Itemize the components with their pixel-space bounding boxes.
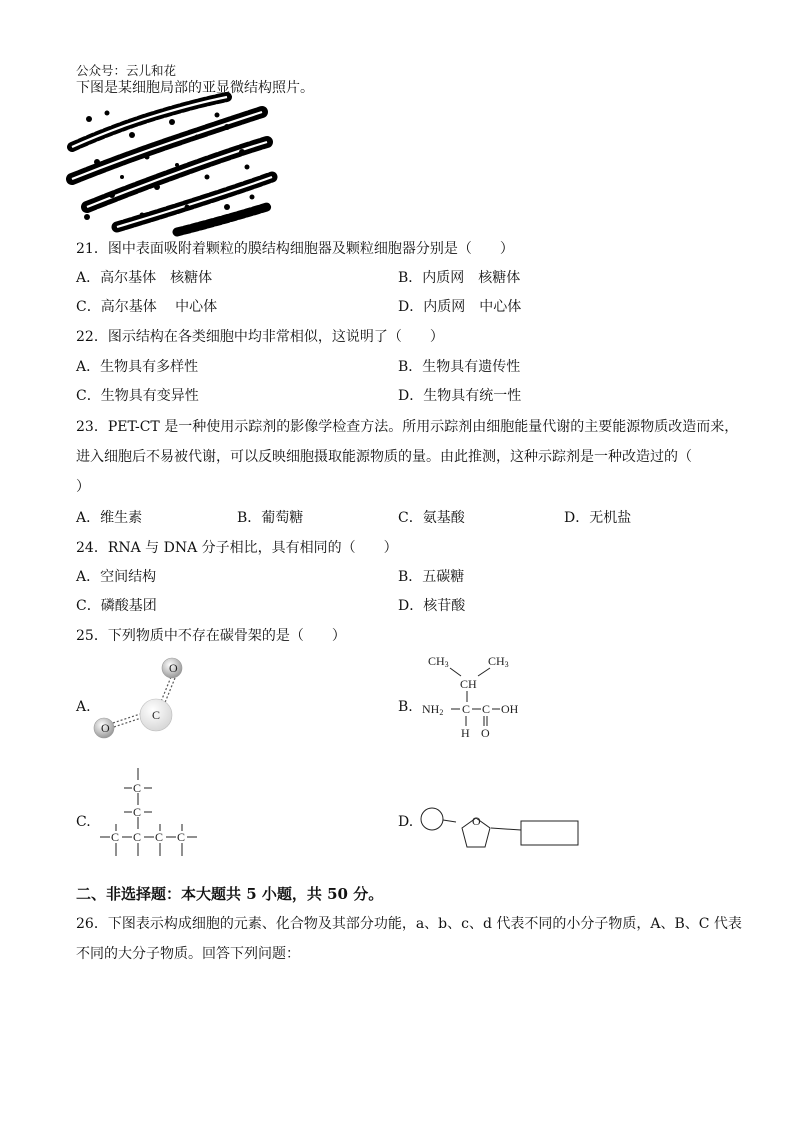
- q23-line-3: ）: [76, 479, 90, 495]
- chain-c-6: C: [177, 830, 186, 844]
- co2-o-left: O: [101, 721, 110, 735]
- carbon-chain-structure: [98, 768, 198, 860]
- co2-o-top: O: [169, 661, 178, 675]
- q21-option-b[interactable]: B．内质网 核糖体: [398, 270, 521, 286]
- q21-option-a[interactable]: A．高尔基体 核糖体: [76, 270, 213, 286]
- q25-option-c-label[interactable]: C.: [76, 814, 91, 830]
- aa-ch3-right: CH3: [488, 654, 509, 669]
- aa-ch3-left: CH3: [428, 654, 449, 669]
- chain-c-1: C: [133, 781, 142, 795]
- q21-option-d[interactable]: D．内质网 中心体: [398, 299, 522, 315]
- q26-line-2: 不同的大分子物质。回答下列问题：: [76, 946, 300, 962]
- q22-option-d[interactable]: D．生物具有统一性: [398, 388, 522, 404]
- q24-option-b[interactable]: B．五碳糖: [398, 569, 465, 585]
- q22-option-a[interactable]: A．生物具有多样性: [76, 359, 199, 375]
- source-label: 公众号：云儿和花: [76, 63, 177, 78]
- q24-option-c[interactable]: C．磷酸基团: [76, 598, 157, 614]
- aa-c-carboxyl: C: [482, 702, 491, 716]
- aa-ch: CH: [460, 677, 477, 691]
- chain-c-3: C: [111, 830, 120, 844]
- q24-option-a[interactable]: A．空间结构: [76, 569, 157, 585]
- aa-o: O: [481, 726, 490, 740]
- q25-option-d-label[interactable]: D.: [398, 814, 414, 830]
- q23-option-a[interactable]: A．维生素: [76, 510, 143, 526]
- q23-option-d[interactable]: D．无机盐: [564, 510, 632, 526]
- q23-option-b[interactable]: B．葡萄糖: [237, 510, 304, 526]
- nucleotide-diagram: [418, 800, 583, 862]
- nuc-ring-o: O: [472, 814, 481, 828]
- intro-text: 下图是某细胞局部的亚显微结构照片。: [76, 80, 314, 96]
- chain-c-2: C: [133, 805, 142, 819]
- q25-option-a-label[interactable]: A.: [76, 699, 91, 715]
- q24-option-d[interactable]: D．核苷酸: [398, 598, 466, 614]
- aa-oh: OH: [501, 702, 519, 716]
- q23-line-2: 进入细胞后不易被代谢，可以反映细胞摄取能源物质的量。由此推测，这种示踪剂是一种改造过的（: [76, 449, 692, 465]
- aa-nh2: NH2: [422, 702, 444, 717]
- q24-stem: 24．RNA 与 DNA 分子相比，具有相同的（ ）: [76, 540, 398, 556]
- co2-c: C: [152, 708, 161, 722]
- q25-stem: 25．下列物质中不存在碳骨架的是（ ）: [76, 628, 346, 644]
- chain-c-4: C: [133, 830, 142, 844]
- q22-option-c[interactable]: C．生物具有变异性: [76, 388, 199, 404]
- q26-line-1: 26．下图表示构成细胞的元素、化合物及其部分功能，a、b、c、d 代表不同的小分子物质，A、B、C 代表: [76, 916, 742, 932]
- aa-h: H: [461, 726, 470, 740]
- co2-molecule: [90, 652, 190, 747]
- aa-c-alpha: C: [462, 702, 471, 716]
- q22-option-b[interactable]: B．生物具有遗传性: [398, 359, 521, 375]
- er-micrograph: [77, 107, 258, 223]
- q23-option-c[interactable]: C．氨基酸: [398, 510, 465, 526]
- section-2-heading: 二、非选择题：本大题共 5 小题，共 50 分。: [76, 885, 384, 903]
- valine-structure: [420, 652, 530, 742]
- q22-stem: 22．图示结构在各类细胞中均非常相似，这说明了（ ）: [76, 329, 444, 345]
- q25-option-b-label[interactable]: B.: [398, 699, 413, 715]
- q23-line-1: 23．PET-CT 是一种使用示踪剂的影像学检查方法。所用示踪剂由细胞能量代谢的主要能源物质改造而来，: [76, 419, 739, 435]
- chain-c-5: C: [155, 830, 164, 844]
- q21-stem: 21．图中表面吸附着颗粒的膜结构细胞器及颗粒细胞器分别是（ ）: [76, 241, 514, 257]
- q21-option-c[interactable]: C．高尔基体 中心体: [76, 299, 218, 315]
